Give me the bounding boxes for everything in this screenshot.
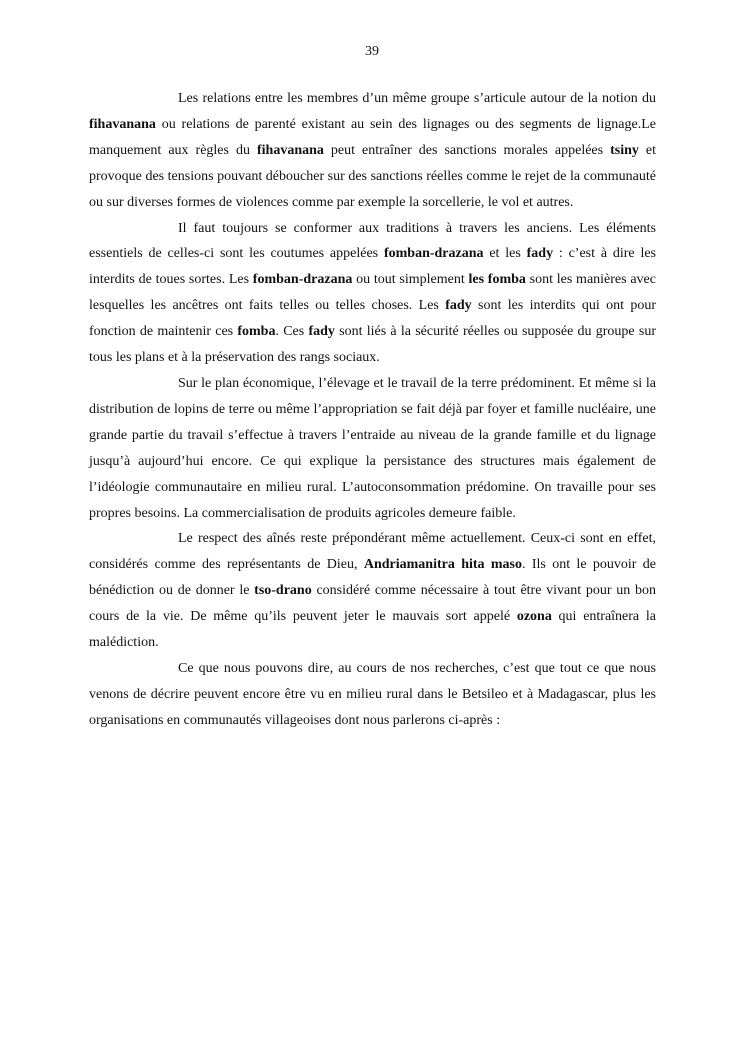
text-run: qui entraînera la malédiction. <box>89 609 656 651</box>
bold-term: fomban-drazana <box>252 272 353 288</box>
paragraph-3 <box>89 371 656 526</box>
text-run: Ce que nous pouvons dire, au cours de nos recherches, c’est que tout ce que nous venons de décrire peuvent encore être vu en milieu rural dans le Betsileo et à Madagascar, plus les organisations en communautés villageoises dont nous parlerons ci-après : <box>89 660 656 728</box>
text-run: sont les interdits qui ont pour fonction de maintenir ces <box>89 298 656 340</box>
text-run: sont les manières avec lesquelles les ancêtres ont faits telles ou telles choses. Les <box>89 272 656 314</box>
text-run: et les <box>483 246 527 262</box>
text-run: : c’est à dire les interdits de toues sortes. Les <box>89 246 656 288</box>
paragraph-5 <box>89 656 656 734</box>
bold-term: fihavanana <box>256 142 324 158</box>
text-run: . Ils ont le pouvoir de bénédiction ou de donner le <box>89 557 657 599</box>
text-run: ou relations de parenté existant au sein des lignages ou des segments de lignage.Le manquement aux règles du <box>89 116 656 158</box>
bold-term: tsiny <box>610 142 639 158</box>
bold-term: fady <box>445 298 472 314</box>
text-run: Sur le plan économique, l’élevage et le travail de la terre prédominent. Et même si la distribution de lopins de terre ou même l’appropriation se fait déjà par foyer et famille nucléaire, une grande partie du travail s’effectue à travers l’entraide au niveau de la grande famille et du lignage jusqu’à aujourd’hui encore. Ce qui explique la persistance des structures mais également de l’idéologie communautaire en milieu rural. L’autoconsommation prédomine. On travaille pour ses propres besoins. La commercialisation de produits agricoles demeure faible. <box>89 375 656 521</box>
text-run: sont liés à la sécurité réelles ou supposée du groupe sur tous les plans et à la préservation des rangs sociaux. <box>89 324 656 366</box>
bold-term: fady <box>526 246 554 262</box>
body-text <box>89 86 656 734</box>
bold-term: fomban-drazana <box>383 246 484 262</box>
text-run: peut entraîner des sanctions morales appelées <box>323 142 611 158</box>
bold-term: les fomba <box>468 272 526 288</box>
text-run: et provoque des tensions pouvant déboucher sur des sanctions réelles comme le rejet de la communauté ou sur diverses formes de violences comme par exemple la sorcellerie, le vol et autres. <box>89 142 657 210</box>
bold-term: Andriamanitra hita maso <box>363 557 522 573</box>
bold-term: fady <box>308 324 335 340</box>
text-run: . Ces <box>275 324 309 340</box>
page-number: 39 <box>365 44 379 59</box>
text-run: Le respect des aînés reste prépondérant même actuellement. Ceux-ci sont en effet, considérés comme des représentants de Dieu, <box>89 531 656 573</box>
paragraph-2 <box>89 216 656 371</box>
text-run: Les relations entre les membres d’un même groupe s’articule autour de la notion du <box>178 91 656 106</box>
bold-term: fihavanana <box>89 116 156 132</box>
paragraph-1 <box>89 86 656 216</box>
paragraph-4 <box>89 526 656 656</box>
bold-term: tso-drano <box>254 583 312 599</box>
text-run: Il faut toujours se conformer aux traditions à travers les anciens. Les éléments essentiels de celles-ci sont les coutumes appelées <box>89 220 656 262</box>
bold-term: ozona <box>516 609 552 625</box>
text-run: ou tout simplement <box>352 272 469 288</box>
bold-term: fomba <box>237 324 276 340</box>
text-run: considéré comme nécessaire à tout être vivant pour un bon cours de la vie. De même qu’ils peuvent jeter le mauvais sort appelé <box>89 583 656 625</box>
